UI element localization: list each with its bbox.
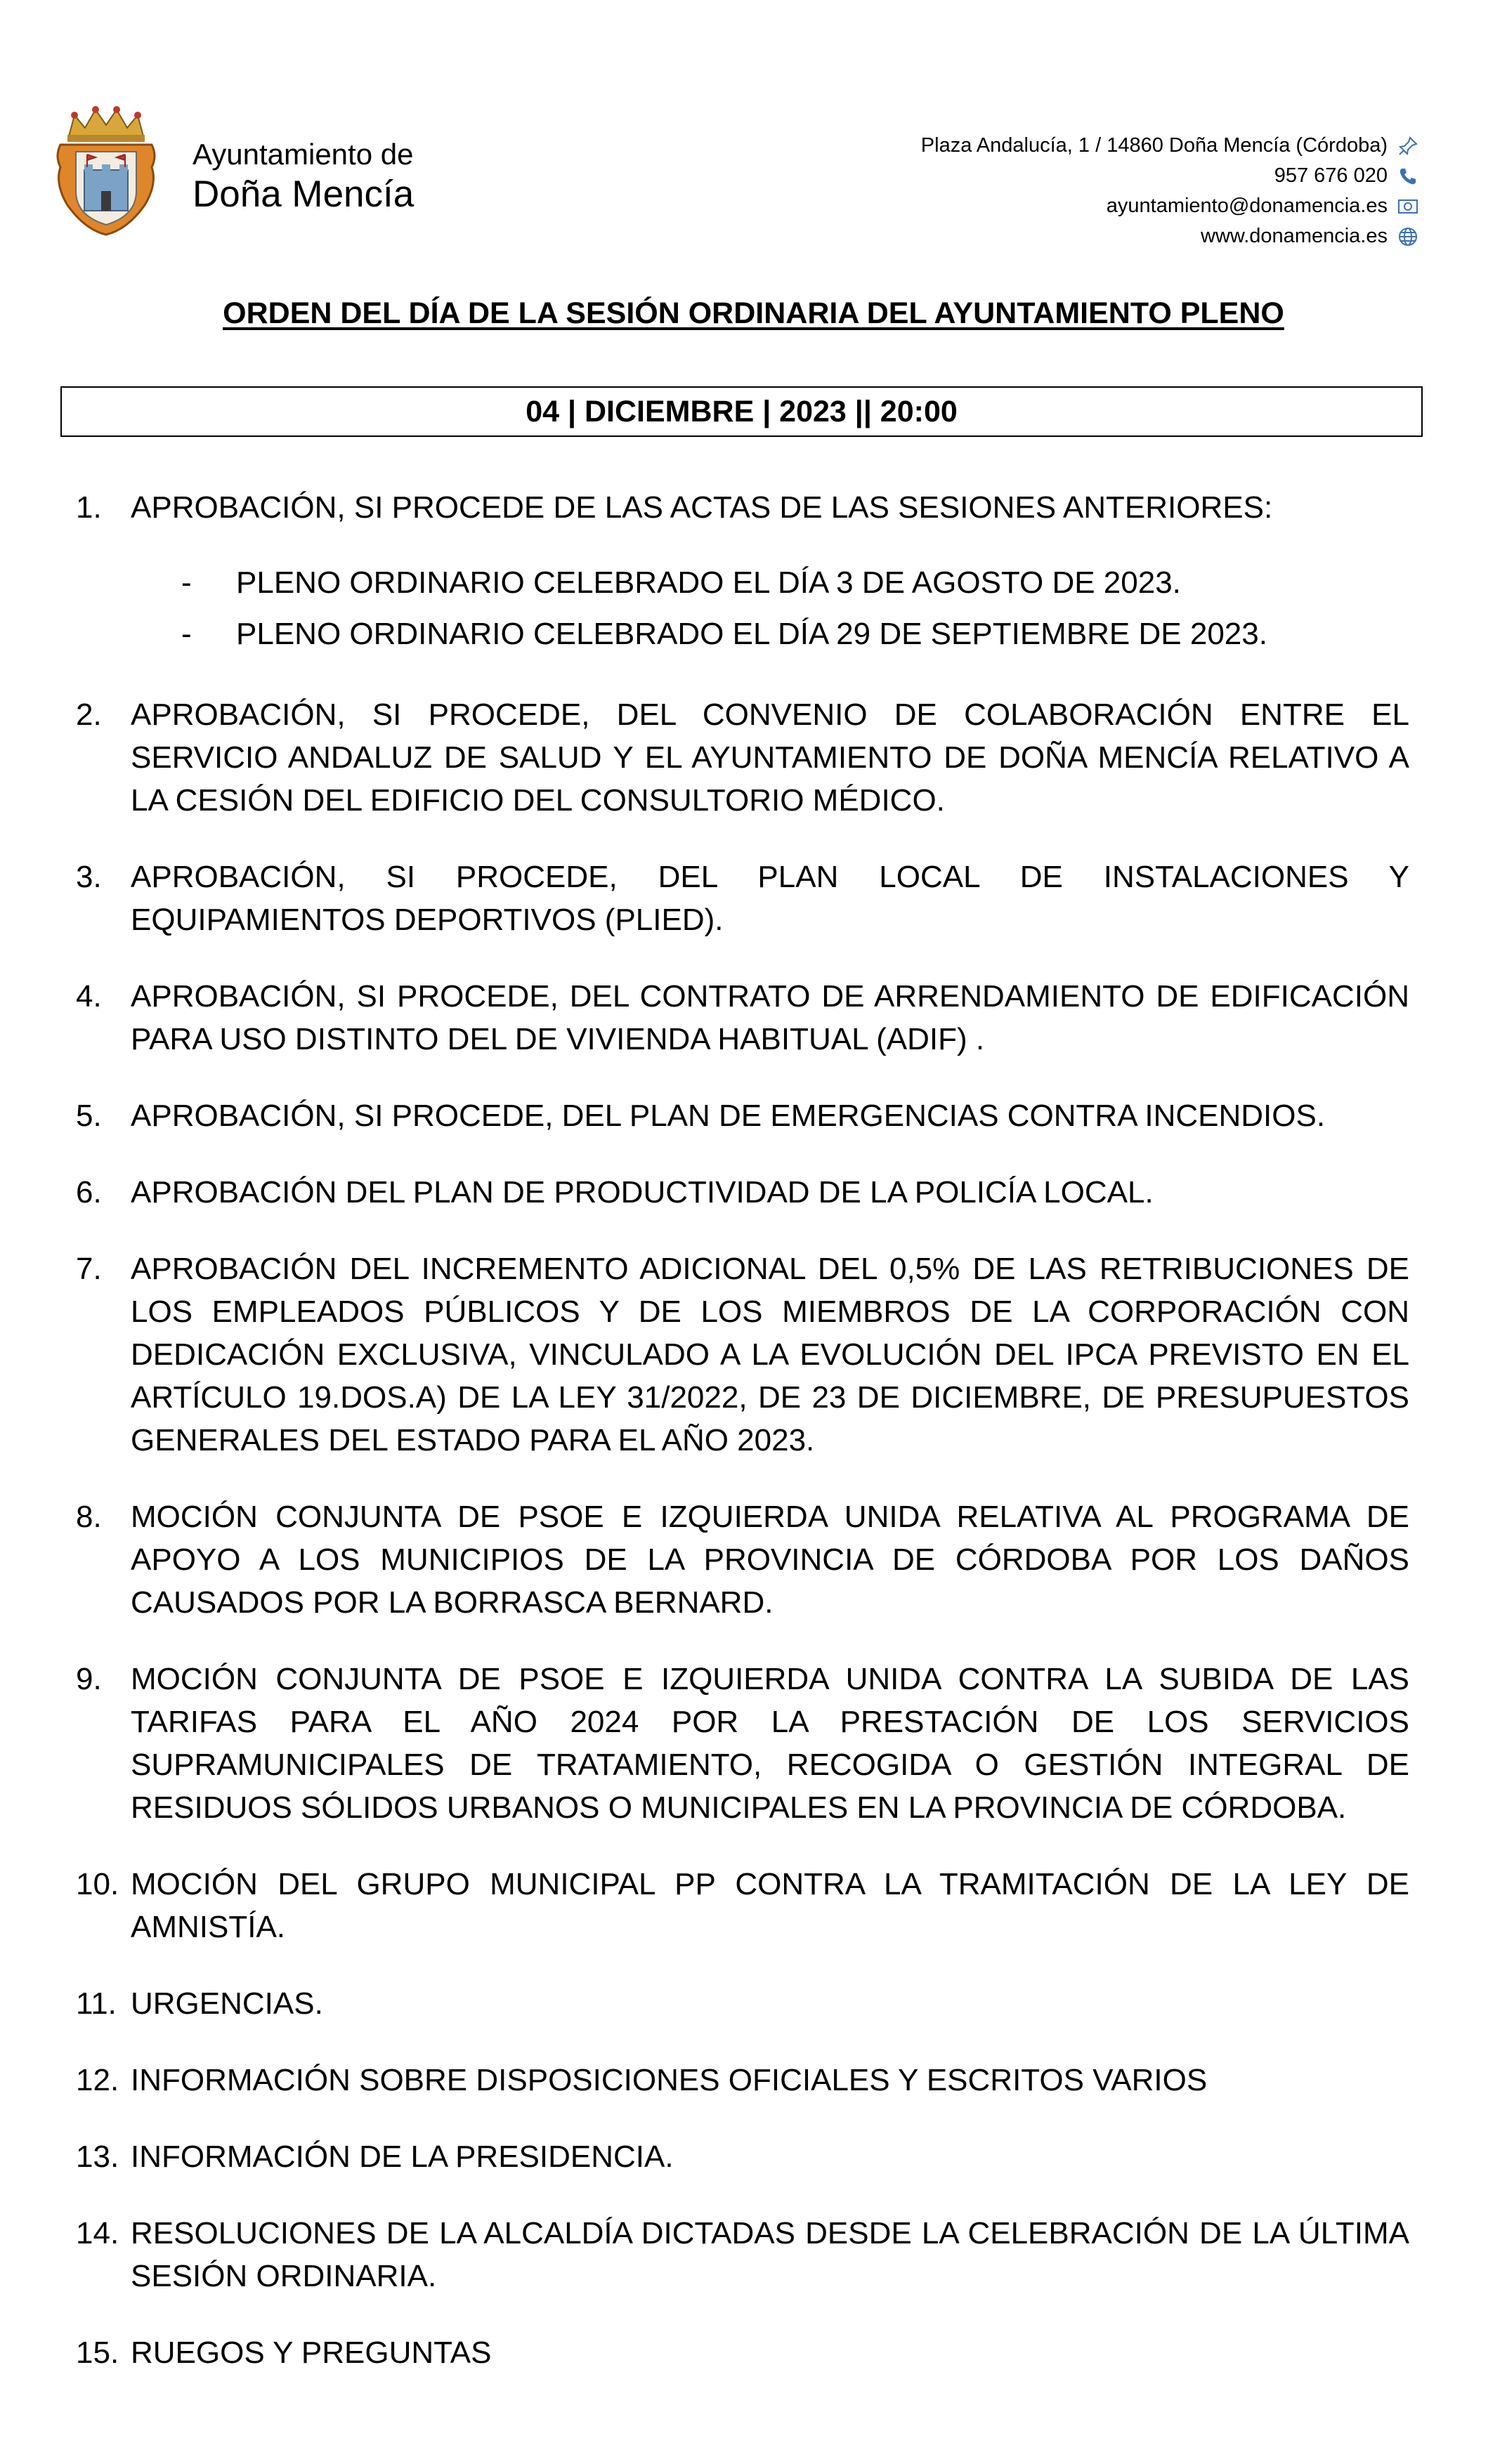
agenda-item-text: APROBACIÓN, SI PROCEDE DE LAS ACTAS DE LAS SESIONES ANTERIORES: xyxy=(131,490,1273,525)
agenda-item-2 xyxy=(76,693,1409,822)
agenda-item-15 xyxy=(76,2331,1409,2374)
coat-of-arms-icon xyxy=(53,100,159,237)
email-icon xyxy=(1397,196,1418,217)
website-line xyxy=(921,221,1418,251)
agenda-item-13 xyxy=(76,2135,1409,2178)
agenda-item-text: MOCIÓN CONJUNTA DE PSOE E IZQUIERDA UNIDA CONTRA LA SUBIDA DE LAS TARIFAS PARA EL AÑO 2024 POR LA PRESTACIÓN DE LOS SERVICIOS SUPRAMUNICIPALES DE TRATAMIENTO, RECOGIDA O GESTIÓN INTEGRAL DE RESIDUOS SÓLIDOS URBANOS O MUNICIPALES EN LA PROVINCIA DE CÓRDOBA. xyxy=(131,1662,1409,1825)
agenda-item-text: APROBACIÓN, SI PROCEDE, DEL CONTRATO DE ARRENDAMIENTO DE EDIFICACIÓN PARA USO DISTINTO DEL DE VIVIENDA HABITUAL (ADIF) . xyxy=(131,979,1409,1056)
letterhead xyxy=(0,0,1507,253)
agenda-item-text: APROBACIÓN, SI PROCEDE, DEL PLAN LOCAL DE INSTALACIONES Y EQUIPAMIENTOS DEPORTIVOS (PLIED). xyxy=(131,860,1409,937)
agenda-item-number: 10. xyxy=(76,1867,119,1901)
sub-item-1 xyxy=(131,557,1409,608)
session-date: 04 | DICIEMBRE | 2023 || 20:00 xyxy=(526,394,958,428)
contact-block xyxy=(921,131,1418,251)
agenda-item-number: 14. xyxy=(76,2216,119,2250)
agenda-item-7 xyxy=(76,1247,1409,1462)
agenda-item-number: 5. xyxy=(76,1099,102,1133)
agenda-item-3 xyxy=(76,856,1409,941)
pin-icon xyxy=(1397,136,1418,157)
sub-item-text: PLENO ORDINARIO CELEBRADO EL DÍA 29 DE SEPTIEMBRE DE 2023. xyxy=(236,617,1267,651)
website-text[interactable]: www.donamencia.es xyxy=(1201,225,1388,247)
agenda-list xyxy=(76,486,1409,2408)
agenda-item-14 xyxy=(76,2212,1409,2298)
agenda-item-6 xyxy=(76,1171,1409,1214)
agenda-item-8 xyxy=(76,1495,1409,1624)
agenda-item-text: RUEGOS Y PREGUNTAS xyxy=(131,2335,492,2370)
org-name-line2: Doña Mencía xyxy=(193,173,415,215)
agenda-item-text: MOCIÓN DEL GRUPO MUNICIPAL PP CONTRA LA TRAMITACIÓN DE LA LEY DE AMNISTÍA. xyxy=(131,1867,1409,1944)
phone-line xyxy=(921,161,1418,191)
dash-bullet: - xyxy=(181,617,192,651)
phone-text: 957 676 020 xyxy=(1274,164,1388,187)
agenda-item-12 xyxy=(76,2059,1409,2102)
org-name-line1: Ayuntamiento de xyxy=(193,138,414,171)
globe-icon xyxy=(1397,226,1418,247)
agenda-item-number: 9. xyxy=(76,1662,102,1696)
sub-list xyxy=(131,557,1409,660)
agenda-item-text: INFORMACIÓN SOBRE DISPOSICIONES OFICIALES Y ESCRITOS VARIOS xyxy=(131,2063,1208,2097)
agenda-item-4 xyxy=(76,975,1409,1061)
agenda-item-number: 7. xyxy=(76,1252,102,1286)
agenda-item-number: 13. xyxy=(76,2139,119,2174)
agenda-item-number: 8. xyxy=(76,1500,102,1534)
agenda-item-number: 1. xyxy=(76,490,102,525)
agenda-item-text: APROBACIÓN DEL INCREMENTO ADICIONAL DEL 0,5% DE LAS RETRIBUCIONES DE LOS EMPLEADOS PÚBLICOS Y DE LOS MIEMBROS DE LA CORPORACIÓN CON DEDICACIÓN EXCLUSIVA, VINCULADO A LA EVOLUCIÓN DEL IPCA PREVISTO EN EL ARTÍCULO 19.DOS.A) DE LA LEY 31/2022, DE 23 DE DICIEMBRE, DE PRESUPUESTOS GENERALES DEL ESTADO PARA EL AÑO 2023. xyxy=(131,1252,1409,1457)
agenda-item-10 xyxy=(76,1863,1409,1948)
email-line xyxy=(921,191,1418,221)
address-line xyxy=(921,131,1418,161)
agenda-item-number: 2. xyxy=(76,697,102,732)
agenda-item-number: 11. xyxy=(76,1986,117,2021)
agenda-item-text: MOCIÓN CONJUNTA DE PSOE E IZQUIERDA UNIDA RELATIVA AL PROGRAMA DE APOYO A LOS MUNICIPIOS DE LA PROVINCIA DE CÓRDOBA POR LOS DAÑOS CAUSADOS POR LA BORRASCA BERNARD. xyxy=(131,1500,1409,1620)
agenda-item-number: 15. xyxy=(76,2335,119,2370)
agenda-item-1 xyxy=(76,486,1409,660)
agenda-item-number: 3. xyxy=(76,860,102,894)
agenda-item-number: 12. xyxy=(76,2063,119,2097)
phone-icon xyxy=(1397,166,1418,187)
agenda-item-9 xyxy=(76,1658,1409,1829)
agenda-item-number: 6. xyxy=(76,1175,102,1210)
agenda-item-text: APROBACIÓN DEL PLAN DE PRODUCTIVIDAD DE LA POLICÍA LOCAL. xyxy=(131,1175,1154,1210)
document-title: ORDEN DEL DÍA DE LA SESIÓN ORDINARIA DEL AYUNTAMIENTO PLENO xyxy=(223,296,1284,330)
agenda-item-11 xyxy=(76,1982,1409,2025)
agenda-item-text: INFORMACIÓN DE LA PRESIDENCIA. xyxy=(131,2139,674,2174)
sub-item-text: PLENO ORDINARIO CELEBRADO EL DÍA 3 DE AGOSTO DE 2023. xyxy=(236,565,1181,600)
agenda-item-number: 4. xyxy=(76,979,102,1014)
agenda-item-text: URGENCIAS. xyxy=(131,1986,323,2021)
agenda-item-5 xyxy=(76,1094,1409,1137)
email-text[interactable]: ayuntamiento@donamencia.es xyxy=(1106,195,1388,217)
agenda-item-text: RESOLUCIONES DE LA ALCALDÍA DICTADAS DESDE LA CELEBRACIÓN DE LA ÚLTIMA SESIÓN ORDINARIA. xyxy=(131,2216,1409,2293)
address-text: Plaza Andalucía, 1 / 14860 Doña Mencía (Córdoba) xyxy=(920,134,1388,157)
agenda-item-text: APROBACIÓN, SI PROCEDE, DEL CONVENIO DE COLABORACIÓN ENTRE EL SERVICIO ANDALUZ DE SALUD Y EL AYUNTAMIENTO DE DOÑA MENCÍA RELATIVO A LA CESIÓN DEL EDIFICIO DEL CONSULTORIO MÉDICO. xyxy=(131,697,1409,818)
dash-bullet: - xyxy=(181,565,192,600)
sub-item-2 xyxy=(131,608,1409,660)
session-date-box xyxy=(60,386,1423,437)
agenda-item-text: APROBACIÓN, SI PROCEDE, DEL PLAN DE EMERGENCIAS CONTRA INCENDIOS. xyxy=(131,1099,1326,1133)
